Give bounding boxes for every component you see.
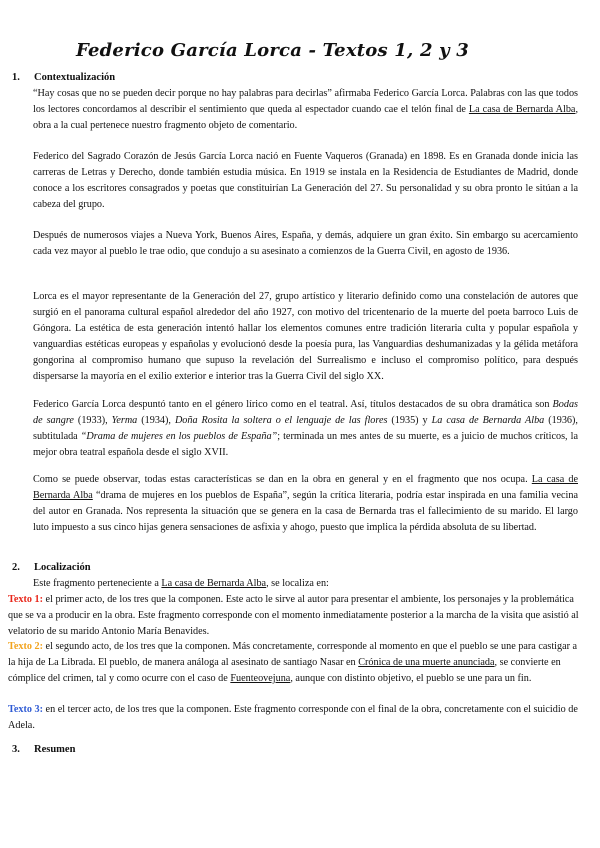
texto-2-label: Texto 2: <box>8 641 43 652</box>
section-number: 1. <box>12 72 20 83</box>
work-title-link[interactable]: Fuenteovejuna <box>230 673 291 685</box>
text-run: “drama de mujeres en los pueblos de España”, según la crítica literaria, podría estar inspirada en una familia vecina del autor en Granada. Nos representa la situación que se genera en la casa de Bernarda tras el fallecimiento de su marido. El largo luto impuesto a sus cinco hijas genera sensaciones de asfixia y ahogo, puesto que implica la pérdida absoluta de su libertad. <box>33 490 578 534</box>
section-heading-resumen <box>12 744 75 755</box>
paragraph-biography: Federico del Sagrado Corazón de Jesús García Lorca nació en Fuente Vaqueros (Granada) en 1898. Es en Granada donde inicia las carreras de Letras y Derecho, donde también estudia música. En 1919 se instala en la Residencia de Estudiantes de Madrid, donde conoce a los escritores consagrados y poetas que constituirían La Generación del 27. Su personalidad y su obra pronto le sitúan a la cabeza del grupo. <box>33 151 578 211</box>
texto-3-label: Texto 3: <box>8 704 43 715</box>
work-title: Bodas de sangre <box>33 399 578 427</box>
text-run: (1933), <box>73 415 112 427</box>
work-title-link[interactable]: La casa de Bernarda Alba <box>468 104 576 116</box>
work-title-link[interactable]: Crónica de una muerte anunciada <box>358 657 495 669</box>
localizacion-intro <box>33 576 600 592</box>
work-title-link[interactable]: La casa de Bernarda Alba <box>33 474 578 502</box>
section-heading-localizacion <box>12 562 91 573</box>
paragraph-travels: Después de numerosos viajes a Nueva York, Buenos Aires, España, y demás, adquiere un gran éxito. Sin embargo su acercamiento cada vez mayor al pueblo le trae odio, que condujo a su asesinato a comienzos de la Guerra Civil, en agosto de 1936. <box>33 230 578 258</box>
section-heading-contextualizacion <box>12 72 115 83</box>
section-title: Contextualización <box>34 72 116 83</box>
work-subtitle: “Drama de mujeres en los pueblos de España” <box>80 431 278 443</box>
section-title: Localización <box>34 562 91 573</box>
text-run: (1935) y <box>387 415 432 427</box>
text-run: Este fragmento perteneciente a <box>33 578 162 589</box>
texto-1-paragraph <box>8 592 580 640</box>
work-title: Doña Rosita la soltera o el lenguaje de las flores <box>174 415 388 427</box>
texto-1-label: Texto 1: <box>8 594 43 605</box>
paragraph-generation-27: Lorca es el mayor representante de la Generación del 27, grupo artístico y literario definido como una constelación de autores que surgió en el panorama cultural español alrededor del año 1927, con motivo del tricentenario de la muerte del poeta barroco Luis de Góngora. La estética de esta generación intentó hallar los elementos comunes entre tradición literaria culta y popular española y vanguardias estéticas europeas y españolas y evolucionó desde la poesía pura, las Vanguardias deshumanizadas y la gélida metáfora gongorina al compromiso humano que supuso la revelación del Surrealismo e incluso el compromiso político, para después dispersarse la mayoría en el exilio exterior e interior tras la Guerra Civil del siglo XX. <box>33 291 578 383</box>
section-title: Resumen <box>34 744 76 755</box>
text-run: Como se puede observar, todas estas características se dan en la obra en general y en el fragmento que nos ocupa. <box>33 474 532 485</box>
text-run: Federico García Lorca despuntó tanto en el género lírico como en el teatral. Así, títulos destacados de su obra dramática son <box>33 399 553 410</box>
text-run: , obra a la cual pertenece nuestro fragmento objeto de comentario. <box>33 104 578 132</box>
work-title: Yerma <box>111 415 138 427</box>
text-run: (1936), subtitulada <box>33 415 578 443</box>
work-title-link[interactable]: La casa de Bernarda Alba <box>161 578 267 589</box>
texto-3-paragraph <box>8 702 580 734</box>
text-run: el primer acto, de los tres que la componen. Este acto le sirve al autor para presentar el ambiente, los personajes y la problemática que se va a producir en la obra. Este fragmento corresponde con el momento inmediatamente posterior a la marcha de la visita que asistió al velatorio de su marido Antonio María Benavides. <box>8 594 579 638</box>
texto-2-paragraph <box>8 639 580 687</box>
text-run: “Hay cosas que no se pueden decir porque no hay palabras para decirlas” afirmaba Federico García Lorca. Palabras con las que todos los lectores concordamos al describir el sentimiento que queda al espectador cuando cae el telón final de <box>33 88 578 116</box>
paragraph-works <box>33 397 578 461</box>
section-number: 3. <box>12 744 20 755</box>
text-run: ; terminada un mes antes de su muerte, es a juicio de muchos críticos, la mejor obra teatral española desde el siglo XVII. <box>33 431 578 459</box>
paragraph-intro <box>33 86 578 134</box>
document-title: Federico García Lorca - Textos 1, 2 y 3 <box>76 40 469 61</box>
text-run: , se localiza en: <box>266 578 329 589</box>
text-run: en el tercer acto, de los tres que la componen. Este fragmento corresponde con el final de la obra, concretamente con el suicidio de Adela. <box>8 704 578 732</box>
work-title: La casa de Bernarda Alba <box>431 415 545 427</box>
paragraph-analysis <box>33 472 578 536</box>
text-run: el segundo acto, de los tres que la componen. Más concretamente, corresponde al momento en que el pueblo se une para castigar a la hija de La Librada. El pueblo, de manera análoga al asesinato de santiago Nasar en <box>8 641 578 669</box>
text-run: , aunque con distinto objetivo, el pueblo se une para un fin. <box>290 673 532 685</box>
text-run: , se convierte en cómplice del crimen, tal y como ocurre con el caso de <box>8 657 561 685</box>
section-number: 2. <box>12 562 20 573</box>
text-run: (1934), <box>137 415 175 427</box>
